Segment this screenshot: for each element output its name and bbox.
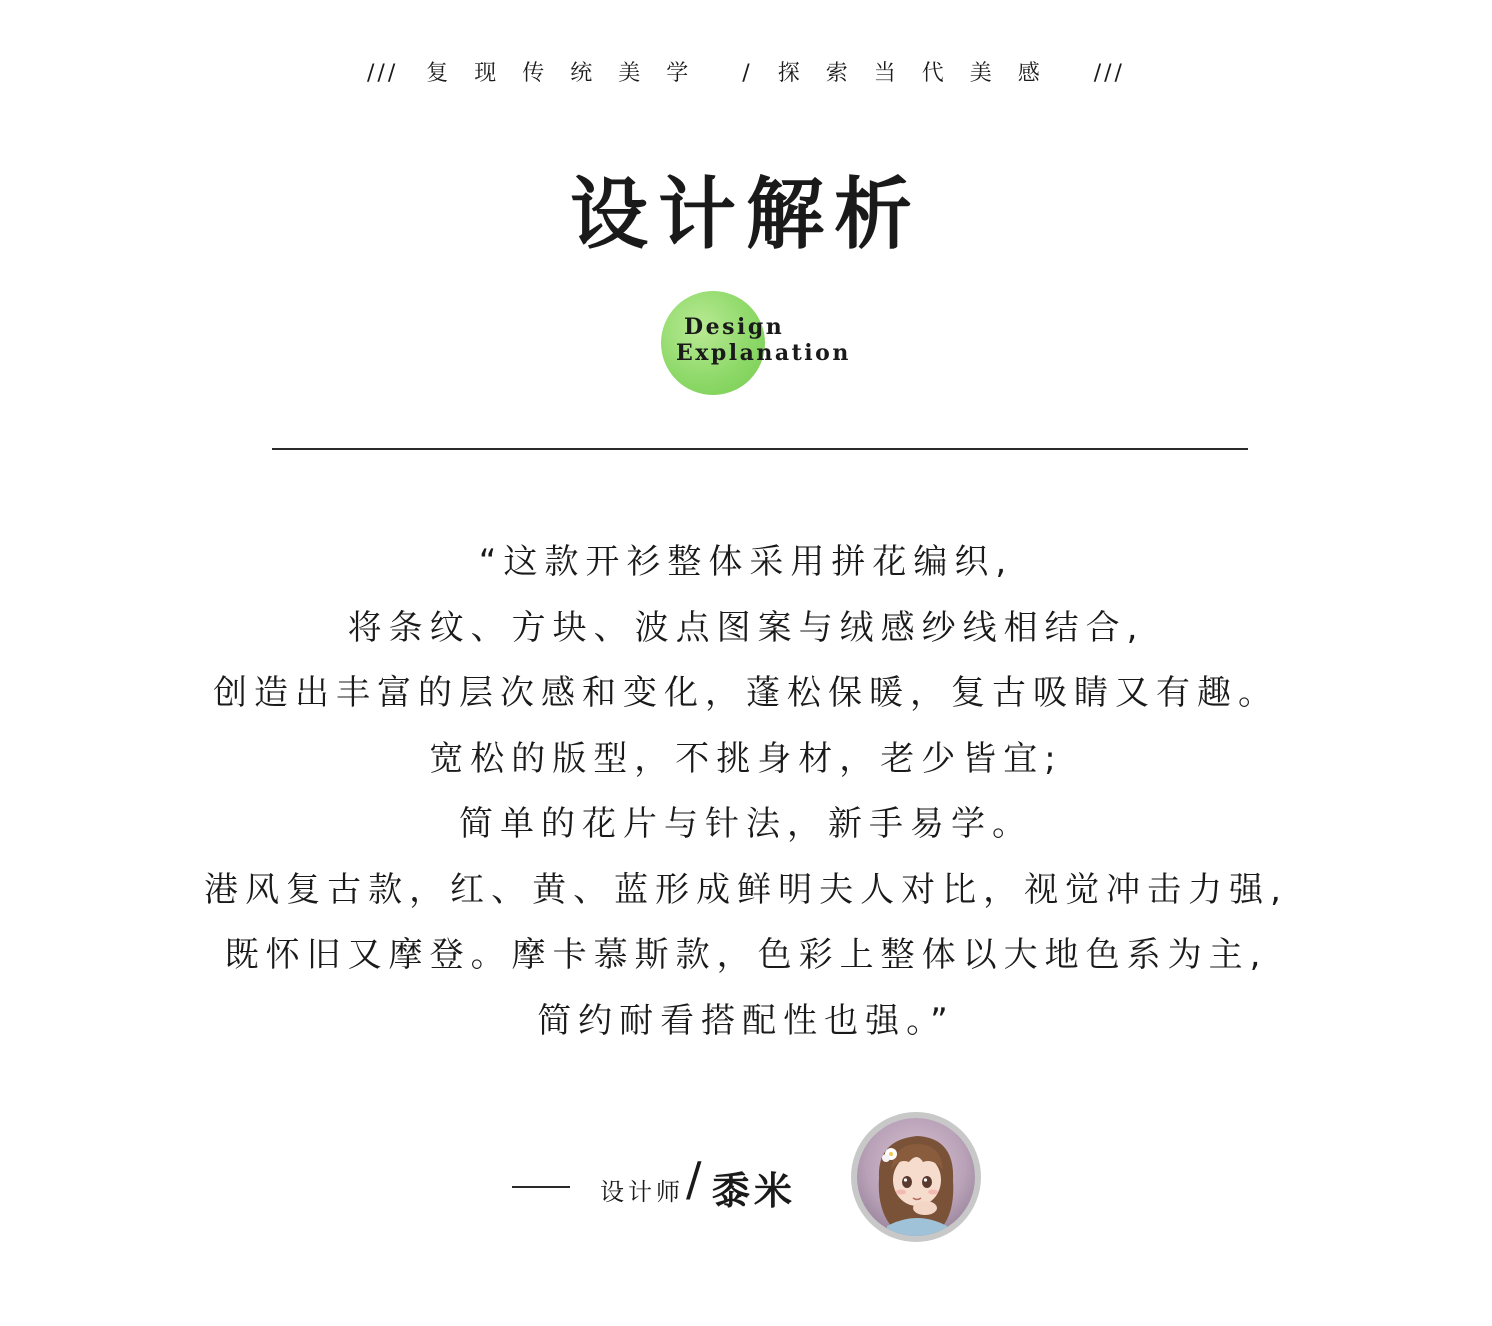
subtitle-design: Design <box>684 314 785 340</box>
tagline-phrase-left: 复现传统美学 <box>426 61 715 86</box>
description-line: 简约耐看搭配性也强。” <box>537 1000 955 1041</box>
divider-line <box>272 448 1248 450</box>
description-line: 将条纹、方块、波点图案与绒感纱线相结合, <box>347 607 1145 648</box>
tagline-slashes-left: /// <box>367 61 399 86</box>
subtitle-explanation: Explanation <box>676 340 851 366</box>
avatar-illustration <box>857 1118 975 1236</box>
description-line: 港风复古款，红、黄、蓝形成鲜明夫人对比，视觉冲击力强, <box>204 869 1288 910</box>
designer-avatar <box>851 1112 981 1242</box>
description-line: “这款开衫整体采用拼花编织, <box>478 542 1014 582</box>
signature-dash <box>512 1186 570 1188</box>
designer-name: 黍米 <box>712 1169 797 1213</box>
description-line: 宽松的版型，不挑身材，老少皆宜; <box>429 738 1063 779</box>
description-quote <box>0 530 1492 1054</box>
designer-role: 设计师 <box>600 1178 684 1206</box>
tagline <box>0 56 1492 87</box>
tagline-slash-mid: / <box>742 61 750 86</box>
tagline-slashes-right: /// <box>1093 61 1125 86</box>
tagline-phrase-right: 探索当代美感 <box>777 61 1066 86</box>
description-line: 创造出丰富的层次感和变化，蓬松保暖，复古吸睛又有趣。 <box>213 673 1279 713</box>
page-title: 设计解析 <box>569 169 922 260</box>
description-line: 既怀旧又摩登。摩卡慕斯款，色彩上整体以大地色系为主, <box>224 935 1268 975</box>
signature-slash: / <box>686 1152 702 1206</box>
description-line: 简单的花片与针法，新手易学。 <box>459 804 1033 844</box>
